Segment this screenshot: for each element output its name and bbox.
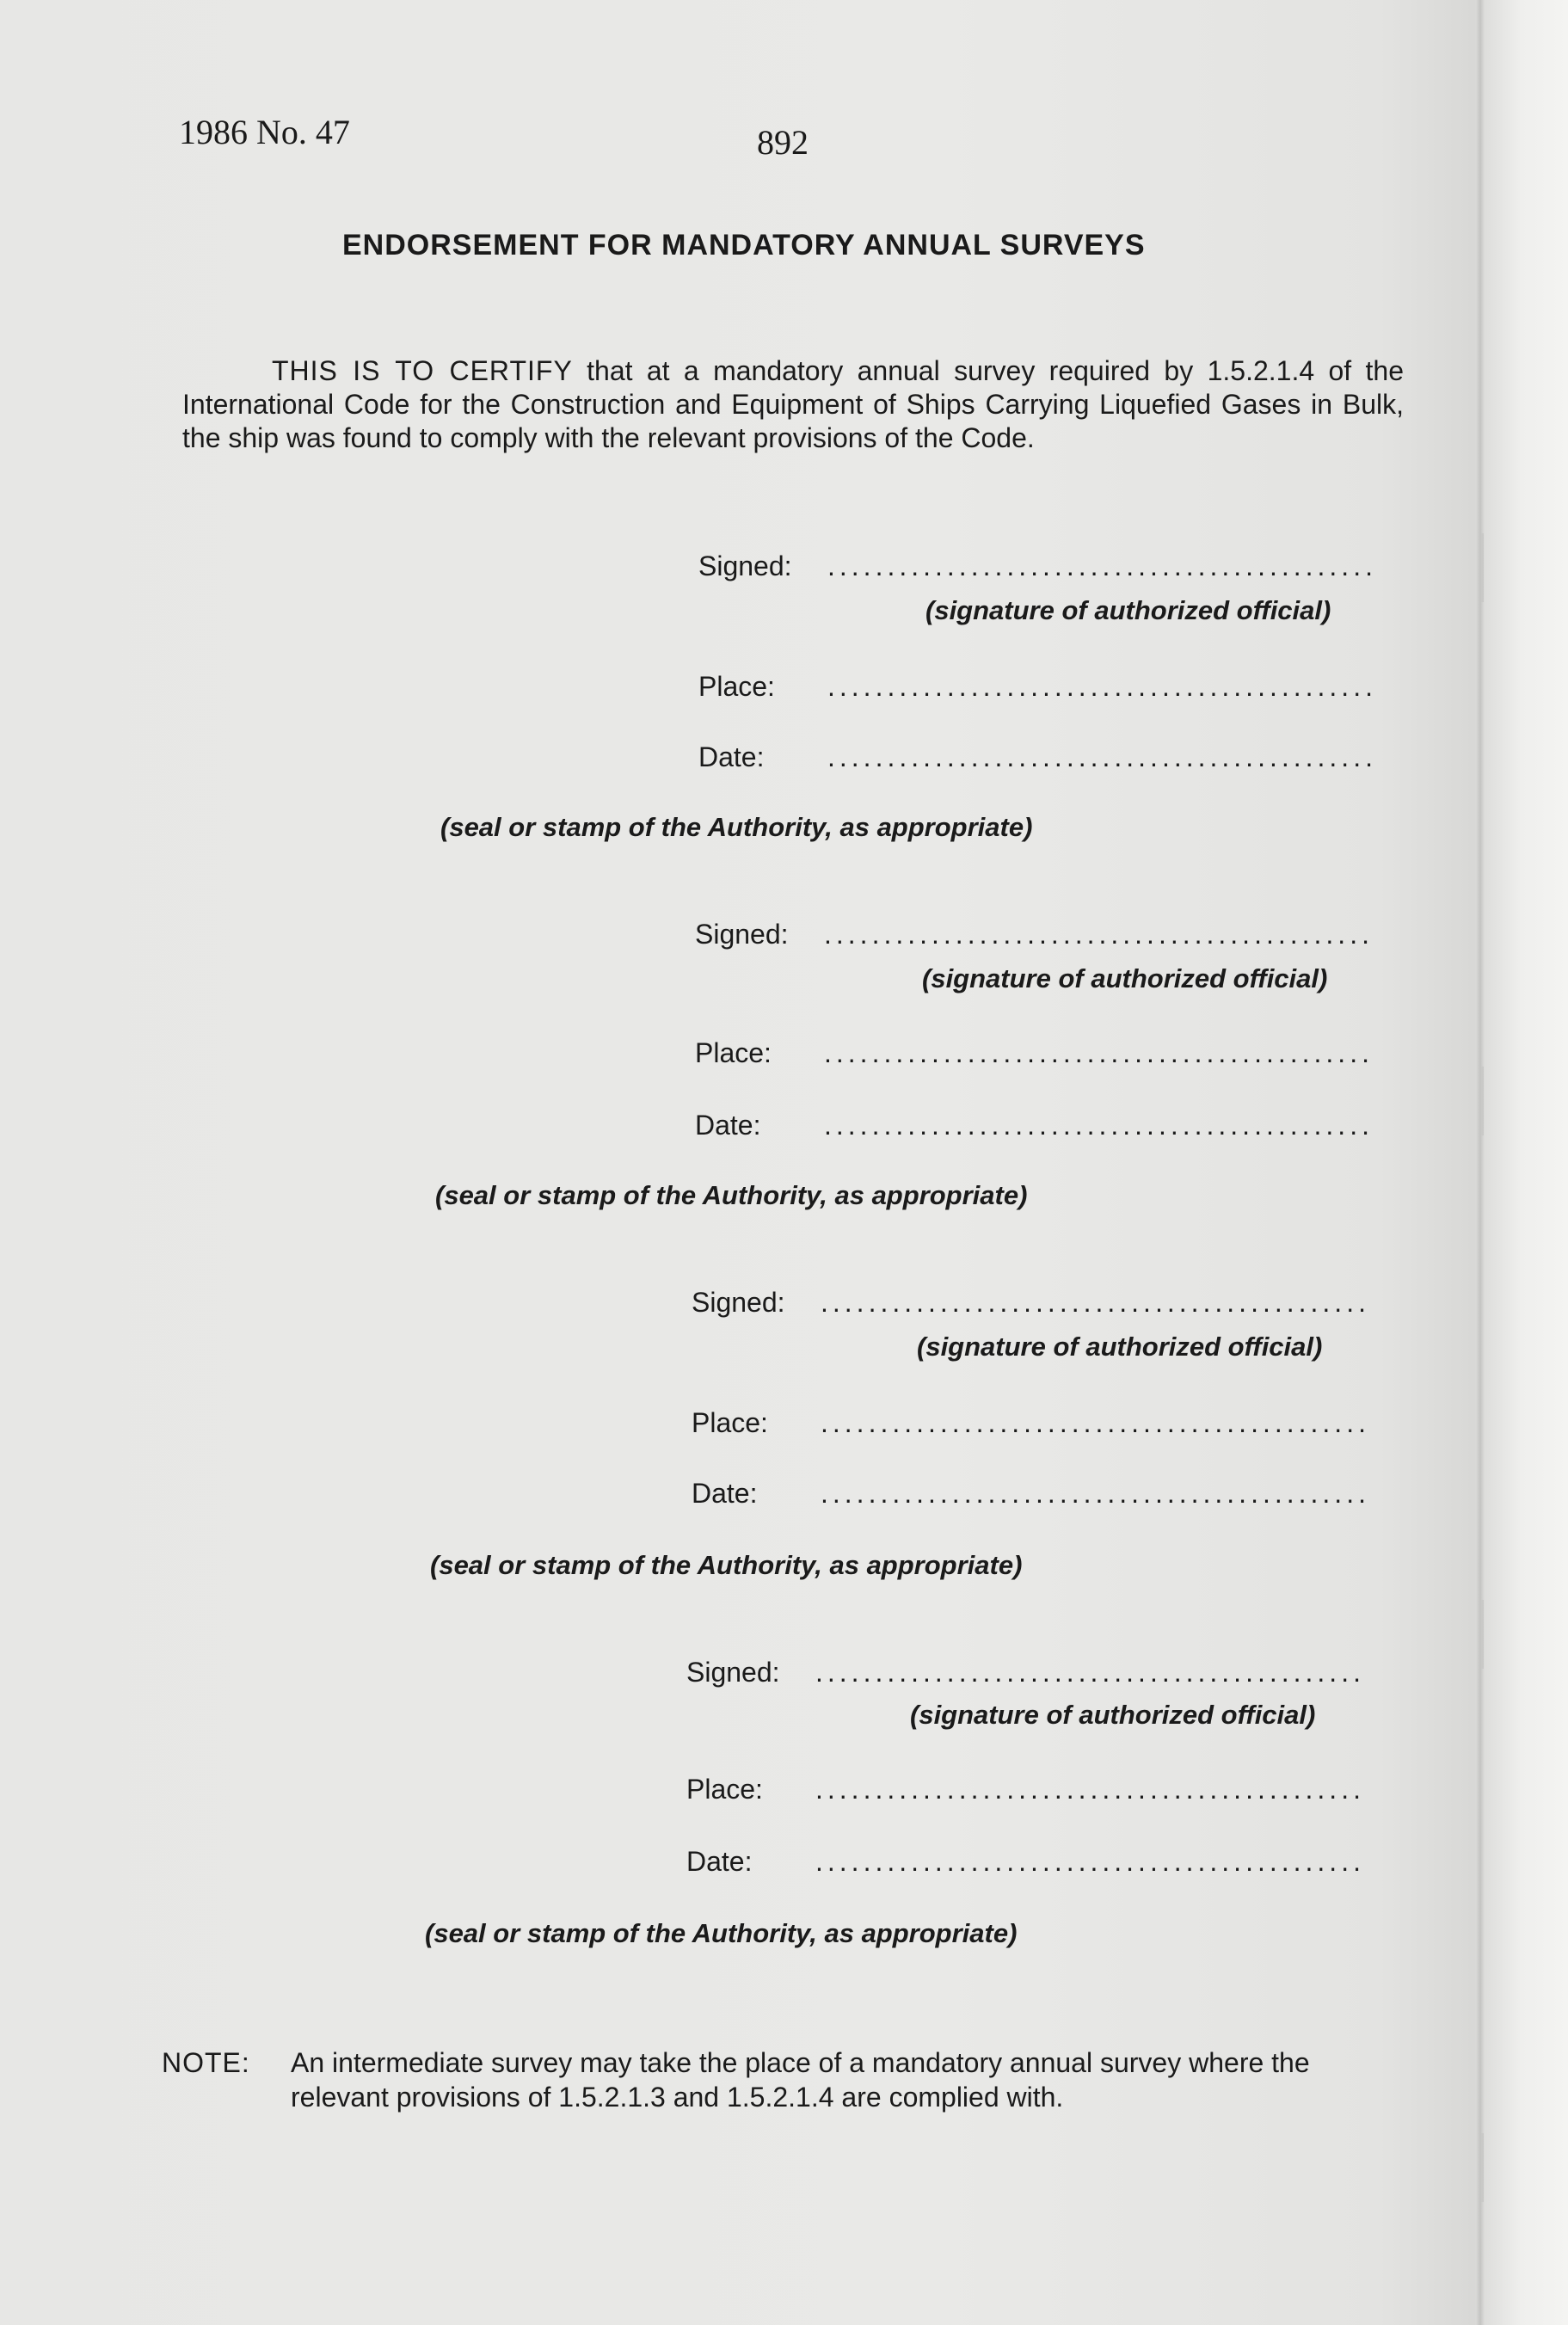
binding-stitch [1481, 1600, 1484, 1669]
signature-line[interactable] [824, 919, 1374, 950]
place-row [698, 671, 1378, 703]
seal-note: (seal or stamp of the Authority, as appropriate) [435, 1180, 1028, 1210]
date-label: Date: [692, 1478, 758, 1509]
place-line[interactable] [821, 1407, 1371, 1439]
place-line[interactable] [827, 671, 1378, 703]
seal-note: (seal or stamp of the Authority, as appropriate) [425, 1918, 1018, 1948]
note-label: NOTE: [162, 2047, 250, 2078]
signature-line[interactable] [827, 550, 1378, 582]
seal-note: (seal or stamp of the Authority, as appropriate) [440, 812, 1033, 842]
signature-note: (signature of authorized official) [925, 595, 1331, 625]
signature-note: (signature of authorized official) [910, 1700, 1316, 1730]
date-label: Date: [698, 741, 765, 772]
place-line[interactable] [815, 1774, 1366, 1805]
date-row [692, 1478, 1371, 1510]
signature-note: (signature of authorized official) [917, 1332, 1323, 1362]
signed-row [695, 919, 1374, 950]
date-line[interactable] [827, 741, 1378, 773]
signed-label: Signed: [686, 1657, 780, 1688]
signed-row [698, 550, 1378, 582]
date-label: Date: [686, 1846, 753, 1877]
signature-note: (signature of authorized official) [922, 963, 1328, 993]
seal-note: (seal or stamp of the Authority, as appropriate) [430, 1550, 1023, 1580]
note-text: An intermediate survey may take the place of a mandatory annual survey where the relevant provisions of 1.5.2.1.3 and 1.5.2.1.4 are complied with. [291, 2047, 1310, 2113]
place-row [686, 1774, 1366, 1805]
date-row [695, 1110, 1374, 1141]
signed-label: Signed: [692, 1287, 785, 1318]
statute-reference: 1986 No. 47 [179, 113, 350, 151]
binding-stitch [1481, 1067, 1484, 1135]
place-row [692, 1407, 1371, 1439]
page-title: ENDORSEMENT FOR MANDATORY ANNUAL SURVEYS [342, 229, 1146, 261]
place-label: Place: [692, 1407, 768, 1438]
date-line[interactable] [824, 1110, 1374, 1141]
date-line[interactable] [815, 1846, 1366, 1878]
signed-label: Signed: [695, 919, 789, 950]
signed-row [692, 1287, 1371, 1319]
place-label: Place: [686, 1774, 763, 1805]
place-row [695, 1037, 1374, 1069]
date-row [686, 1846, 1366, 1878]
certification-text: that at a mandatory annual survey required by 1.5.2.1.4 of the International Code for the Construction and Equipment of Ships Carrying Liquefied Gases in Bulk, the ship was found to comply with the relevant provisions of the Code. [182, 355, 1405, 453]
place-label: Place: [698, 671, 775, 702]
signed-label: Signed: [698, 550, 792, 581]
date-label: Date: [695, 1110, 761, 1141]
signature-line[interactable] [821, 1287, 1371, 1319]
page-number: 892 [757, 123, 809, 162]
certification-lead: THIS IS TO CERTIFY [272, 355, 573, 386]
binding-gutter [1476, 0, 1485, 2325]
place-label: Place: [695, 1037, 772, 1068]
date-line[interactable] [821, 1478, 1371, 1510]
footnote [162, 2045, 1400, 2114]
binding-stitch [1481, 2133, 1484, 2202]
date-row [698, 741, 1378, 773]
place-line[interactable] [824, 1037, 1374, 1069]
signed-row [686, 1657, 1366, 1688]
signature-line[interactable] [815, 1657, 1366, 1688]
certification-paragraph [182, 354, 1404, 455]
binding-stitch [1481, 533, 1484, 602]
